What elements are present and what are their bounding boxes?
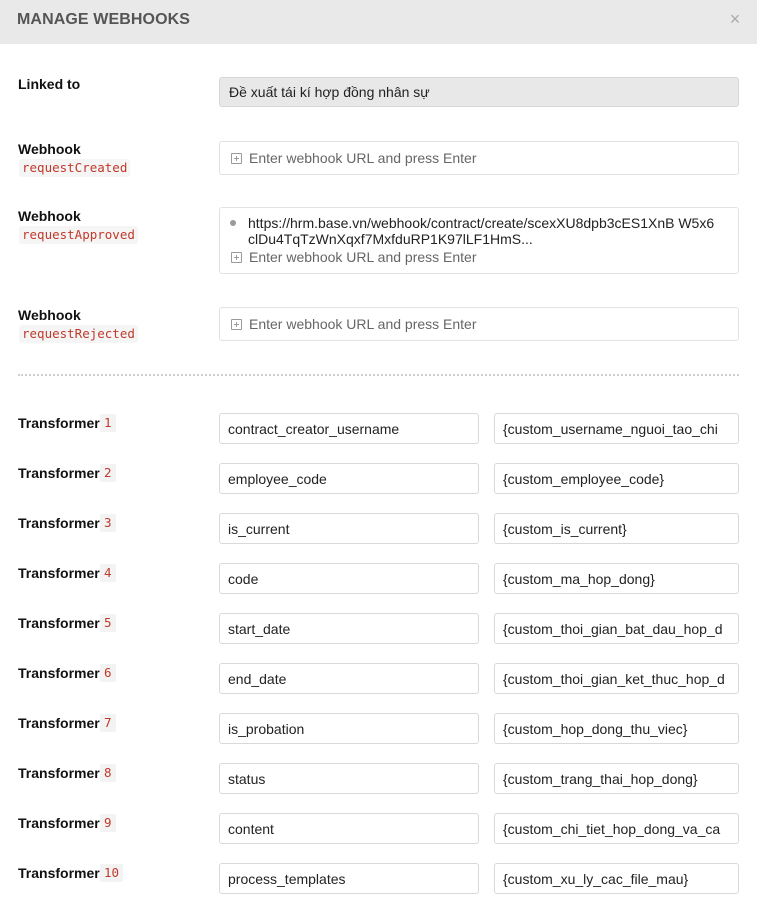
section-divider [18, 374, 739, 376]
transformer-key-input[interactable]: contract_creator_username [219, 413, 479, 444]
webhook-placeholder: Enter webhook URL and press Enter [249, 150, 477, 166]
transformer-key-input[interactable]: content [219, 813, 479, 844]
webhook-label: Webhook [18, 208, 81, 224]
modal-header [0, 0, 757, 44]
webhook-request-created-input[interactable] [219, 141, 739, 175]
linked-to-label: Linked to [18, 76, 81, 92]
transformer-number: 6 [100, 664, 116, 682]
transformer-key-input[interactable]: is_probation [219, 713, 479, 744]
transformer-label: Transformer [18, 815, 100, 831]
close-icon[interactable]: × [729, 9, 741, 29]
plus-square-icon [231, 153, 242, 164]
transformer-number: 4 [100, 564, 116, 582]
transformer-number: 9 [100, 814, 116, 832]
transformer-value-input[interactable]: {custom_thoi_gian_ket_thuc_hop_d [494, 663, 739, 694]
transformer-number: 7 [100, 714, 116, 732]
transformer-key-input[interactable]: end_date [219, 663, 479, 694]
transformer-number: 10 [100, 864, 123, 882]
add-webhook-url[interactable] [231, 316, 477, 332]
transformer-label: Transformer [18, 865, 100, 881]
transformer-label: Transformer [18, 765, 100, 781]
plus-square-icon [231, 252, 242, 263]
transformer-value-input[interactable]: {custom_chi_tiet_hop_dong_va_ca [494, 813, 739, 844]
transformer-number: 8 [100, 764, 116, 782]
webhook-url-text: https://hrm.base.vn/webhook/contract/create/scexXU8dpb3cES1XnB W5x6clDu4TqTzWnXqxf7MxfduRP1K97lLF1HmS... [248, 215, 715, 247]
transformer-key-input[interactable]: status [219, 763, 479, 794]
webhook-request-rejected-input[interactable] [219, 307, 739, 341]
webhook-event-tag: requestRejected [19, 325, 138, 343]
transformer-label: Transformer [18, 565, 100, 581]
linked-to-field: Đề xuất tái kí hợp đồng nhân sự [219, 77, 739, 107]
webhook-event-tag: requestApproved [19, 226, 138, 244]
webhook-placeholder: Enter webhook URL and press Enter [249, 316, 477, 332]
transformer-key-input[interactable]: is_current [219, 513, 479, 544]
transformer-number: 5 [100, 614, 116, 632]
transformer-label: Transformer [18, 515, 100, 531]
transformer-label: Transformer [18, 415, 100, 431]
transformer-label: Transformer [18, 715, 100, 731]
webhook-url-item[interactable] [230, 215, 730, 247]
add-webhook-url[interactable] [231, 150, 477, 166]
transformer-number: 3 [100, 514, 116, 532]
transformer-key-input[interactable]: employee_code [219, 463, 479, 494]
modal-title: MANAGE WEBHOOKS [17, 11, 191, 28]
transformer-value-input[interactable]: {custom_xu_ly_cac_file_mau} [494, 863, 739, 894]
transformer-value-input[interactable]: {custom_is_current} [494, 513, 739, 544]
plus-square-icon [231, 319, 242, 330]
bullet-icon [230, 220, 236, 226]
webhook-label: Webhook [18, 141, 81, 157]
transformer-key-input[interactable]: code [219, 563, 479, 594]
transformer-value-input[interactable]: {custom_ma_hop_dong} [494, 563, 739, 594]
transformer-value-input[interactable]: {custom_username_nguoi_tao_chi [494, 413, 739, 444]
transformer-value-input[interactable]: {custom_thoi_gian_bat_dau_hop_d [494, 613, 739, 644]
transformer-key-input[interactable]: start_date [219, 613, 479, 644]
transformer-label: Transformer [18, 465, 100, 481]
webhook-event-tag: requestCreated [19, 159, 130, 177]
webhook-label: Webhook [18, 307, 81, 323]
transformer-number: 2 [100, 464, 116, 482]
transformer-label: Transformer [18, 665, 100, 681]
transformer-value-input[interactable]: {custom_hop_dong_thu_viec} [494, 713, 739, 744]
transformer-value-input[interactable]: {custom_trang_thai_hop_dong} [494, 763, 739, 794]
webhook-request-approved-input[interactable] [219, 207, 739, 274]
webhook-placeholder: Enter webhook URL and press Enter [249, 249, 477, 265]
transformer-label: Transformer [18, 615, 100, 631]
transformer-value-input[interactable]: {custom_employee_code} [494, 463, 739, 494]
add-webhook-url[interactable] [231, 249, 477, 265]
transformer-key-input[interactable]: process_templates [219, 863, 479, 894]
transformer-number: 1 [100, 414, 116, 432]
